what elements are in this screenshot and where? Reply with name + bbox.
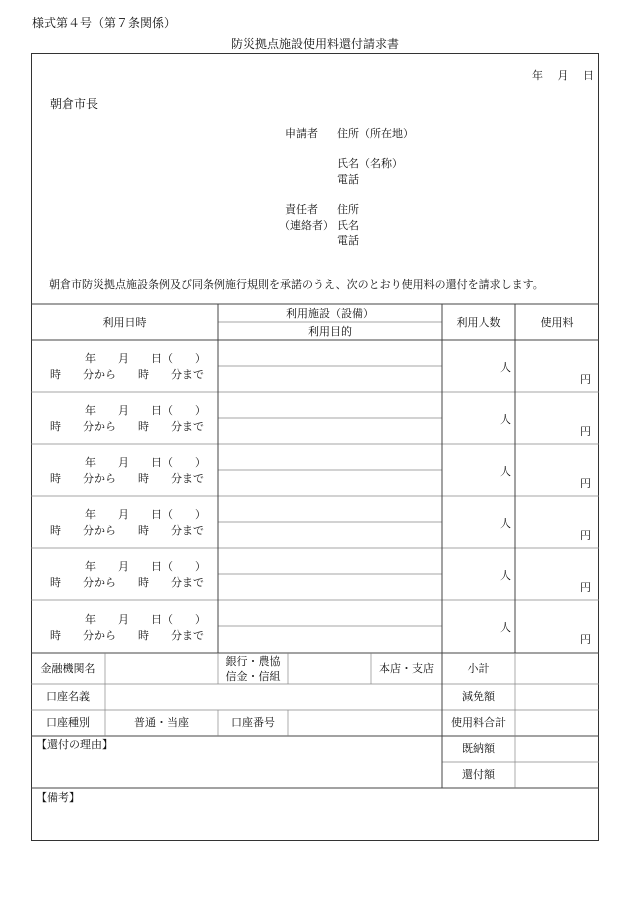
responsible-role: 責任者 (285, 203, 318, 216)
row-fee-unit: 円 (580, 529, 591, 542)
row-fee-unit: 円 (580, 581, 591, 594)
branch-type[interactable]: 本店・支店 (379, 662, 434, 675)
row-time[interactable]: 時 分から 時 分まで (50, 420, 204, 433)
account-number-label: 口座番号 (231, 716, 275, 729)
refund-amount-label: 還付額 (462, 768, 495, 781)
header-fee: 使用料 (540, 316, 574, 329)
account-type-value[interactable]: 普通・当座 (134, 716, 189, 729)
responsible-name-label[interactable]: 氏名 (337, 219, 359, 232)
row-time[interactable]: 時 分から 時 分まで (50, 524, 204, 537)
account-name-label: 口座名義 (46, 690, 90, 703)
row-date[interactable]: 年 月 日（ ） (85, 613, 206, 626)
row-fee-unit: 円 (580, 425, 591, 438)
row-fee-unit: 円 (580, 477, 591, 490)
row-people-unit: 人 (500, 413, 511, 426)
remarks-label: 【備考】 (36, 791, 80, 804)
bank-type-2[interactable]: 信金・信組 (225, 670, 281, 683)
refund-reason-label: 【還付の理由】 (36, 738, 113, 751)
fee-total-label: 使用料合計 (451, 716, 506, 729)
header-facility: 利用施設（設備） (286, 307, 374, 320)
row-people-unit: 人 (500, 361, 511, 374)
row-date[interactable]: 年 月 日（ ） (85, 560, 206, 573)
applicant-address-label[interactable]: 住所（所在地） (337, 127, 414, 140)
bank-type-1[interactable]: 銀行・農協 (225, 655, 281, 668)
row-time[interactable]: 時 分から 時 分まで (50, 629, 204, 642)
row-people-unit: 人 (500, 569, 511, 582)
row-people-unit: 人 (500, 517, 511, 530)
already-paid-label: 既納額 (462, 742, 495, 755)
date-line: 年 月 日 (532, 69, 594, 82)
row-time[interactable]: 時 分から 時 分まで (50, 472, 204, 485)
row-time[interactable]: 時 分から 時 分まで (50, 368, 204, 381)
row-fee-unit: 円 (580, 633, 591, 646)
subtotal-label: 小計 (467, 662, 490, 675)
row-date[interactable]: 年 月 日（ ） (85, 508, 206, 521)
form-title: 防災拠点施設使用料還付請求書 (230, 37, 399, 51)
form-number: 様式第４号（第７条関係） (32, 16, 177, 30)
responsible-phone-label[interactable]: 電話 (337, 234, 359, 247)
account-type-label: 口座種別 (46, 716, 90, 729)
header-purpose: 利用目的 (308, 325, 352, 338)
request-statement: 朝倉市防災拠点施設条例及び同条例施行規則を承諾のうえ、次のとおり使用料の還付を請求します。 (49, 278, 544, 291)
header-people: 利用人数 (456, 316, 501, 329)
applicant-phone-label[interactable]: 電話 (337, 173, 359, 186)
responsible-address-label[interactable]: 住所 (337, 203, 359, 216)
row-people-unit: 人 (500, 621, 511, 634)
row-time[interactable]: 時 分から 時 分まで (50, 576, 204, 589)
header-date-time: 利用日時 (102, 316, 147, 329)
row-fee-unit: 円 (580, 373, 591, 386)
row-people-unit: 人 (500, 465, 511, 478)
applicant-name-label[interactable]: 氏名（名称） (337, 157, 403, 170)
row-date[interactable]: 年 月 日（ ） (85, 404, 206, 417)
addressee: 朝倉市長 (50, 97, 99, 111)
bank-institution-label: 金融機関名 (40, 662, 96, 675)
exemption-label: 減免額 (462, 690, 495, 703)
row-date[interactable]: 年 月 日（ ） (85, 456, 206, 469)
responsible-role-contact: （連絡者） (279, 219, 334, 232)
row-date[interactable]: 年 月 日（ ） (85, 352, 206, 365)
applicant-role: 申請者 (285, 127, 318, 140)
